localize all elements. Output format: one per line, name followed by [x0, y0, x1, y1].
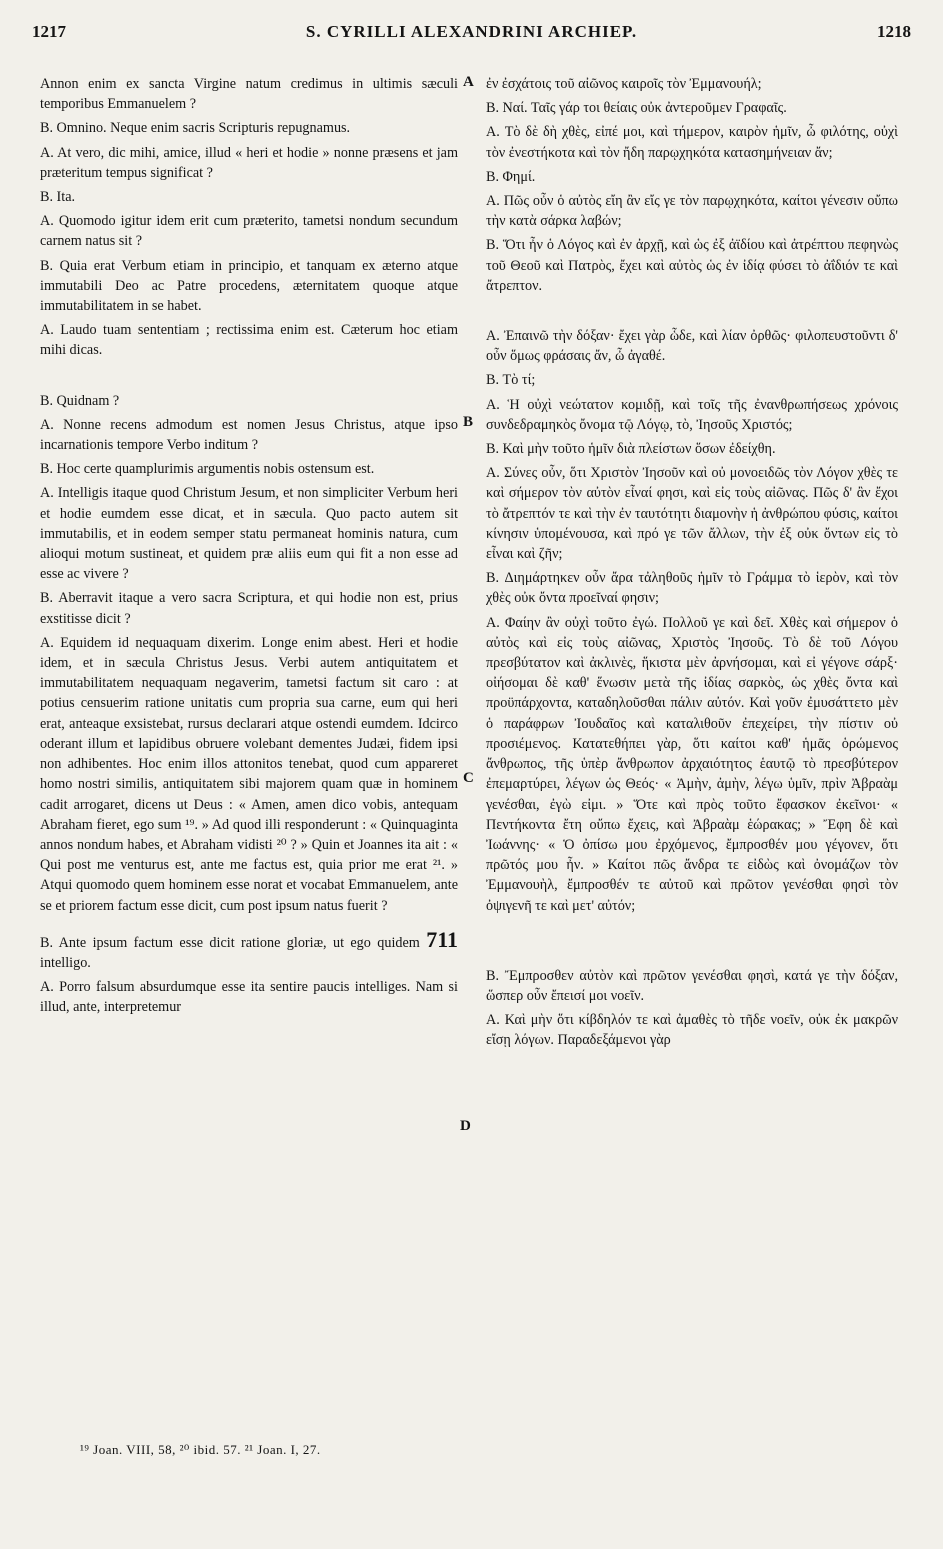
latin-paragraph: B. Hoc certe quamplurimis argumentis nobis ostensum est. — [40, 461, 375, 478]
latin-paragraph: A. Equidem id nequaquam dixerim. Longe enim abest. Heri et hodie idem, et in sæcula Christus Jesus. Verbi autem antiquitatem et immutabilitatem nequaquam negaverim, tametsi factum sit caro : at potius censuerim ratione unitatis cum propria sua carne, eum qui heri erat, anteaque exsistebat, rursus declarari atque ostendi eumdem. Idcirco oderant illum et lapidibus obruere volebant dementes Judæi, fidem ipsi non adhibentes. Hoc enim illos attonitos tenebat, quod cum appareret homo nostri similis, antiquitatem sibi majorem quam quæ in hominem cadit arrogaret, dicens ut Deus : « Amen, amen dico vobis, antequam Abraham fieret, ego sum ¹⁹. » Ad quod illi responderunt : « Quinquaginta annos nondum habes, et Abraham vidisti ²⁰ ? » Quin et Joannes ita ait : « Qui post me venturus est, ante me factus est, quia prior me erat ²¹. » Atqui quomodo quem hominem esse norat et vocabat Emmanuelem, ante se et priorem factum esse dicit, cum post ipsum natus fuerit ? — [40, 634, 458, 914]
latin-paragraph: B. Ita. — [40, 189, 76, 206]
latin-column — [40, 74, 458, 1022]
latin-paragraph: B. Omnino. Neque enim sacris Scripturis repugnamus. — [40, 120, 351, 137]
margin-letter-b: B — [463, 414, 474, 430]
latin-paragraph: Annon enim ex sancta Virgine natum credimus in ultimis sæculi temporibus Emmanuelem ? — [40, 76, 458, 113]
footnotes: ¹⁹ Joan. VIII, 58, ²⁰ ibid. 57. ²¹ Joan. I, 27. — [80, 1442, 321, 1457]
latin-paragraph: A. At vero, dic mihi, amice, illud « heri et hodie » nonne præsens et jam præteritum tempus significat ? — [40, 144, 458, 181]
latin-text: B. Ante ipsum factum esse dicit ratione gloriæ, ut ego quidem — [40, 934, 420, 951]
page-number-right: 1218 — [877, 22, 911, 41]
greek-paragraph: B. Διημάρτηκεν οὖν ἄρα τἀληθοῦς ἡμῖν τὸ Γράμμα τὸ ἱερὸν, καὶ τὸν χθὲς οὐκ ὄντα προεῖναί φησιν; — [486, 570, 898, 607]
greek-paragraph: B. Φημί. — [486, 168, 536, 185]
greek-paragraph: B. Τὸ τί; — [486, 372, 536, 389]
greek-paragraph: A. Πῶς οὖν ὁ αὐτὸς εἴη ἂν εἴς γε τὸν παρῳχηκότα, καίτοι γένεσιν οὔπω τὴν κατὰ σάρκα λαβών; — [486, 193, 898, 230]
greek-paragraph: B. Καὶ μὴν τοῦτο ἡμῖν διὰ πλείστων ὅσων ἐδείχθη. — [486, 441, 776, 458]
greek-paragraph: B. Ὅτι ἦν ὁ Λόγος καὶ ἐν ἀρχῇ, καὶ ὡς ἐξ ἀϊδίου καὶ ἀτρέπτου πεφηνὼς τοῦ Θεοῦ καὶ Πατρὸς, ἔχει καὶ αὐτὸς ὡς ἐν ἰδίᾳ φύσει τὸ ἀΐδιόν τε καὶ ἄτρεπτον. — [486, 237, 898, 294]
latin-paragraph: A. Laudo tuam sententiam ; rectissima enim est. Cæterum hoc etiam mihi dicas. — [40, 322, 458, 359]
greek-paragraph: A. Σύνες οὖν, ὅτι Χριστὸν Ἰησοῦν καὶ οὐ μονοειδῶς τὸν Λόγον χθὲς τε καὶ σήμερον τὸν αὐτὸν εἶναί φησι, καὶ εἰς τοὺς αἰῶνας. Πῶς δ' ἂν ἔχοι τὸ ἄτρεπτόν τε καὶ τὴν ἐν ταυτότητι διαμονὴν ἡ ἀνθρώπου φύσις, καίτοι κίνησιν ὑπομένουσα, καὶ πρό γε τῶν ἄλλων, τὴν ἐξ οὐκ ὄντων εἰς τὸ εἶναι καὶ ζῆν; — [486, 465, 898, 563]
margin-letter-c: C — [463, 770, 474, 786]
greek-paragraph: B. Ἔμπροσθεν αὐτὸν καὶ πρῶτον γενέσθαι φησὶ, κατά γε τὴν δόξαν, ὥσπερ οὖν ἔπεισί μοι νοεῖν. — [486, 967, 898, 1004]
page-number-left: 1217 — [32, 22, 66, 41]
latin-paragraph — [40, 926, 458, 973]
margin-letter-d: D — [460, 1118, 471, 1134]
margin-letter-a: A — [463, 74, 474, 90]
latin-paragraph: B. Quidnam ? — [40, 392, 120, 409]
latin-text: intelligo. — [40, 954, 91, 971]
latin-paragraph: A. Quomodo igitur idem erit cum præterito, tametsi nondum secundum carnem natus sit ? — [40, 213, 458, 250]
latin-paragraph: B. Quia erat Verbum etiam in principio, et tanquam ex æterno atque immutabili Deo ac Patre procedens, æternitatem quoque atque immutabilitatem in se habet. — [40, 257, 458, 315]
page-header — [32, 22, 911, 50]
greek-paragraph: A. Ἐπαινῶ τὴν δόξαν· ἔχει γὰρ ὧδε, καὶ λίαν ὀρθῶς· φιλοπευστοῦντι δ' οὖν ὅμως φράσαις ἄν, ὦ ἀγαθέ. — [486, 328, 898, 365]
column-number: 711 — [426, 926, 458, 952]
greek-paragraph: ἐν ἐσχάτοις τοῦ αἰῶνος καιροῖς τὸν Ἐμμανουήλ; — [486, 76, 762, 92]
greek-paragraph: A. Ἡ οὐχὶ νεώτατον κομιδῇ, καὶ τοῖς τῆς ἐνανθρωπήσεως χρόνοις συνδεδραμηκὸς ὄνομα τῷ Λόγῳ, τὸ, Ἰησοῦς Χριστός; — [486, 396, 898, 433]
greek-paragraph: B. Ναί. Ταῖς γάρ τοι θείαις οὐκ ἀντεροῦμεν Γραφαῖς. — [486, 100, 787, 117]
greek-column — [486, 74, 898, 1055]
latin-paragraph: A. Nonne recens admodum est nomen Jesus Christus, atque ipso incarnationis tempore Verbo inditum ? — [40, 416, 458, 454]
running-title: S. CYRILLI ALEXANDRINI ARCHIEP. — [305, 22, 638, 41]
latin-paragraph: A. Porro falsum absurdumque esse ita sentire paucis intelliges. Nam si illud, ante, interpretemur — [40, 979, 458, 1016]
greek-paragraph: A. Καὶ μὴν ὅτι κίβδηλόν τε καὶ ἀμαθὲς τὸ τῆδε νοεῖν, οὐκ ἐκ μακρῶν εἴσῃ λόγων. Παραδεξάμενοι γὰρ — [486, 1012, 898, 1049]
greek-paragraph: A. Φαίην ἂν οὐχὶ τοῦτο ἐγώ. Πολλοῦ γε καὶ δεῖ. Χθὲς καὶ σήμερον ὁ αὐτὸς καὶ εἰς τοὺς αἰῶνας, Χριστὸς Ἰησοῦς. Τὸ δὲ τοῦ Λόγου πρεσβύτατον καὶ ἀκλινὲς, ἥκιστα μὲν ἀρνήσομαι, καὶ εἰ γέγονε σάρξ· οἰήσομαι δὲ καθ' ἕνωσιν μετὰ τῆς ἰδίας σαρκὸς, ὡς χθὲς ὄντα καὶ προϋπάρχοντα, καταδηλοῦσθαι πάλιν αὐτόν. Καὶ γοῦν ἐμυσάττετο μὲν ὁ παράφρων Ἰουδαῖος καὶ καταλιθοῦν ἐπεχείρει, τὴν πίστιν οὐ προσιέμενος. Κατατεθήπει γὰρ, ὅτι καίτοι καθ' ἡμᾶς ὁρώμενος ἄνθρωπος, τῆς ὑπὲρ ἄνθρωπον ἀρχαιότητος ἑαυτῷ τὸ πρεσβύτερον ἐπεμαρτύρει, λέγων ὡς Θεός· « Ἀμὴν, ἀμὴν, λέγω ὑμῖν, πρὶν Ἀβραὰμ γενέσθαι, ἐγὼ εἰμι. » Ὅτε καὶ πρὸς τοῦτο ἔφασκον ἐκεῖνοι· « Πεντήκοντα ἔτη οὔπω ἔχεις, καὶ Ἀβραὰμ ἑώρακας; » Ἔφη δὲ καὶ Ἰωάννης· « Ὁ ὀπίσω μου ἐρχόμενος, ἔμπροσθέν μου γέγονεν, ὅτι πρῶτός μου ἦν. » Καίτοι πῶς ἄνδρα τε εἰδὼς καὶ ὀνομάζων τὸν Ἐμμανουὴλ, ἔμπροσθέν τε αὐτοῦ καὶ πρῶτον γενέσθαι φησὶ τὸν ὀψιγενῆ τε καὶ μετ' αὐτόν; — [486, 614, 898, 914]
latin-paragraph: A. Intelligis itaque quod Christum Jesum, et non simpliciter Verbum heri et hodie eumdem esse dicat, et in sæcula. Quo pacto autem sit immutabilis, et in eodem semper statu permaneat hominis natura, cum alioqui motum sustineat, et quidem præ aliis eum qui fit a non esse ad esse ac vivere ? — [40, 485, 458, 583]
greek-paragraph: A. Τὸ δὲ δὴ χθὲς, εἰπέ μοι, καὶ τήμερον, καιρὸν ἡμῖν, ὦ φιλότης, οὐχὶ τὸν ἐνεστήκοτα καὶ τὸν ἤδη παρῳχηκότα κατασημήνειαν ἄν; — [486, 124, 898, 161]
latin-paragraph: B. Aberravit itaque a vero sacra Scriptura, et qui hodie non est, prius exstitisse dicit ? — [40, 590, 458, 627]
